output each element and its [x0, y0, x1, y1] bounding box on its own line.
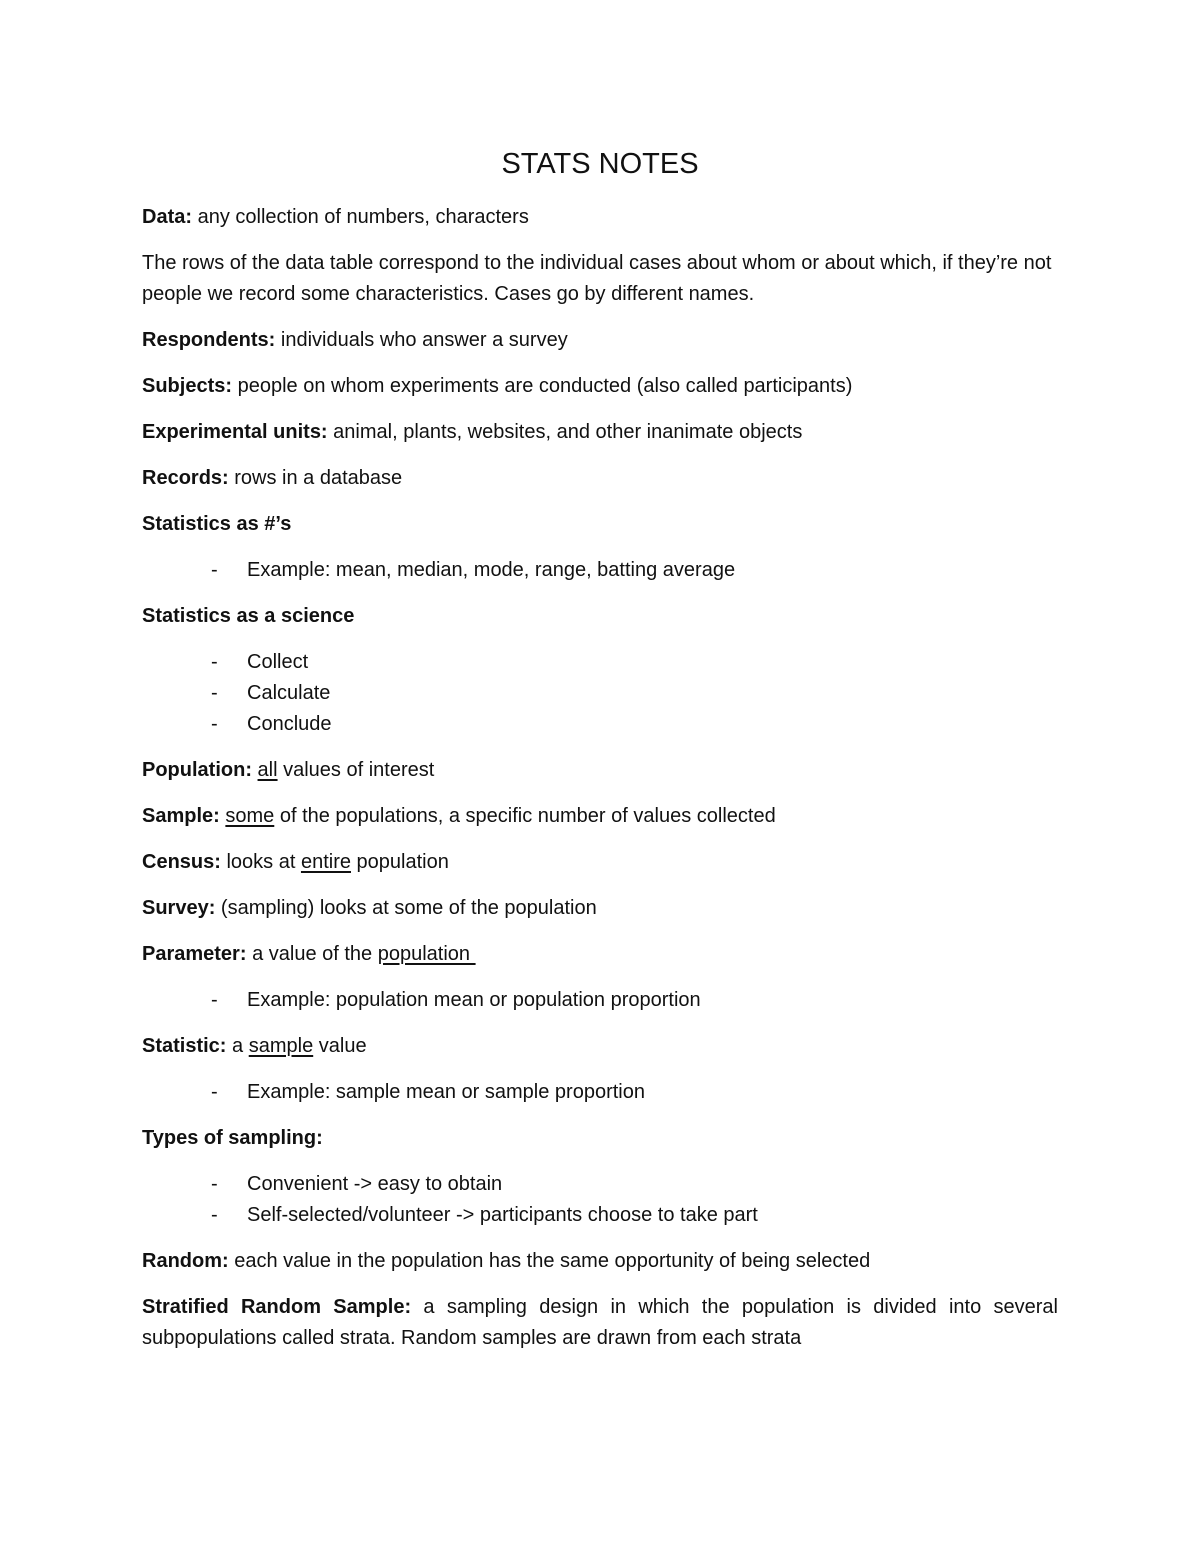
definition-text: value — [313, 1035, 367, 1057]
heading-statistics-numbers — [142, 509, 1058, 540]
heading-statistics-science — [142, 601, 1058, 632]
definition-records — [142, 463, 1058, 494]
term-parameter: Parameter: — [142, 943, 247, 965]
dash-bullet: - — [211, 989, 218, 1011]
list-parameter — [142, 985, 1058, 1016]
list-item-text: Example: sample mean or sample proportion — [247, 1081, 645, 1103]
definition-pre: a value of the — [246, 943, 378, 965]
list-statistic — [142, 1077, 1058, 1108]
list-item — [142, 709, 1058, 740]
list-types-sampling — [142, 1169, 1058, 1231]
list-item — [142, 1169, 1058, 1200]
definition-random — [142, 1246, 1058, 1277]
underlined-word: some — [225, 805, 275, 827]
dash-bullet: - — [211, 1081, 218, 1103]
definition-text: population — [350, 851, 449, 873]
definition-text: animal, plants, websites, and other inanimate objects — [327, 421, 803, 443]
underlined-word: sample — [248, 1035, 314, 1057]
term-stratified: Stratified Random Sample: — [142, 1296, 412, 1318]
definition-pre: looks at — [220, 851, 301, 873]
term-data: Data: — [142, 206, 193, 228]
definition-stratified — [142, 1292, 1058, 1354]
dash-bullet: - — [211, 1204, 218, 1226]
list-item-text: Example: population mean or population proportion — [247, 989, 701, 1011]
definition-text: any collection of numbers, characters — [192, 206, 529, 228]
notes-content — [142, 202, 1058, 1369]
list-statistics-numbers — [142, 555, 1058, 586]
list-statistics-science — [142, 647, 1058, 740]
definition-text: each value in the population has the same opportunity of being selected — [228, 1250, 871, 1272]
definition-population — [142, 755, 1058, 786]
definition-text: of the populations, a specific number of values collected — [274, 805, 776, 827]
definition-census — [142, 847, 1058, 878]
definition-experimental-units — [142, 417, 1058, 448]
list-item-text: Self-selected/volunteer -> participants choose to take part — [247, 1204, 758, 1226]
list-item — [142, 1200, 1058, 1231]
list-item — [142, 985, 1058, 1016]
definition-text: individuals who answer a survey — [275, 329, 568, 351]
term-experimental-units: Experimental units: — [142, 421, 328, 443]
underlined-word: population — [377, 943, 476, 965]
page-title: STATS NOTES — [501, 148, 699, 180]
definition-statistic — [142, 1031, 1058, 1062]
definition-pre: a — [226, 1035, 249, 1057]
underlined-word: all — [257, 759, 278, 781]
term-records: Records: — [142, 467, 229, 489]
paragraph-rows: The rows of the data table correspond to the individual cases about whom or about which, if they’re not people we record some characteristics. Cases go by different names. — [142, 252, 1052, 305]
list-item-text: Example: mean, median, mode, range, batting average — [247, 559, 736, 581]
list-item — [142, 678, 1058, 709]
list-item-text: Conclude — [247, 713, 332, 735]
dash-bullet: - — [211, 651, 218, 673]
term-respondents: Respondents: — [142, 329, 276, 351]
definition-text: people on whom experiments are conducted (also called participants) — [232, 375, 853, 397]
dash-bullet: - — [211, 682, 218, 704]
term-random: Random: — [142, 1250, 229, 1272]
definition-text: values of interest — [277, 759, 435, 781]
list-item-text: Calculate — [247, 682, 331, 704]
definition-text: a sampling design in which the population is divided into several subpopulations called strata. Random samples are drawn from each strata — [142, 1296, 1058, 1349]
dash-bullet: - — [211, 713, 218, 735]
heading-text: Statistics as a science — [142, 605, 355, 627]
heading-text: Types of sampling: — [142, 1127, 323, 1149]
term-survey: Survey: — [142, 897, 216, 919]
list-item — [142, 1077, 1058, 1108]
list-item — [142, 555, 1058, 586]
term-subjects: Subjects: — [142, 375, 233, 397]
definition-respondents — [142, 325, 1058, 356]
heading-types-sampling — [142, 1123, 1058, 1154]
definition-text: (sampling) looks at some of the population — [215, 897, 597, 919]
term-census: Census: — [142, 851, 221, 873]
definition-survey — [142, 893, 1058, 924]
term-population: Population: — [142, 759, 252, 781]
list-item-text: Convenient -> easy to obtain — [247, 1173, 503, 1195]
heading-text: Statistics as #’s — [142, 513, 292, 535]
definition-text: rows in a database — [228, 467, 403, 489]
dash-bullet: - — [211, 1173, 218, 1195]
definition-subjects — [142, 371, 1058, 402]
underlined-word: entire — [300, 851, 351, 873]
list-item — [142, 647, 1058, 678]
term-sample: Sample: — [142, 805, 220, 827]
term-statistic: Statistic: — [142, 1035, 227, 1057]
dash-bullet: - — [211, 559, 218, 581]
definition-sample — [142, 801, 1058, 832]
list-item-text: Collect — [247, 651, 309, 673]
definition-data — [142, 202, 1058, 233]
definition-parameter — [142, 939, 1058, 970]
